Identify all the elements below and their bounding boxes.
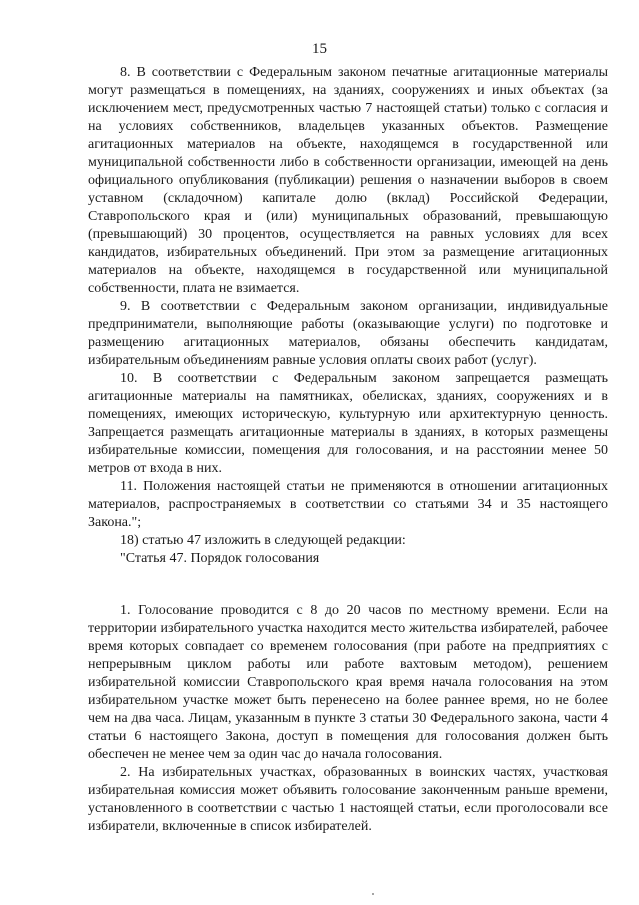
article-47-paragraph-2: 2. На избирательных участках, образованных в воинских частях, участковая избирательная комиссия может объявить голосование законченным раньше времени, установленного в соответствии с частью 1 настоящей статьи, если проголосовали все избиратели, включенные в список избирателей.	[88, 765, 608, 834]
paragraph-10: 10. В соответствии с Федеральным законом запрещается размещать агитационные материалы на памятниках, обелисках, зданиях, сооружениях и в помещениях, имеющих историческую, культурную или архитектурную ценность. Запрещается размещать агитационные материалы в зданиях, в которых размещены избирательные комиссии, помещения для голосования, и на расстоянии менее 50 метров от входа в них.	[88, 371, 608, 476]
document-body	[88, 64, 608, 836]
amendment-line: 18) статью 47 изложить в следующей редакции:	[120, 533, 406, 548]
scan-speck	[372, 893, 374, 895]
paragraph-9: 9. В соответствии с Федеральным законом организации, индивидуальные предприниматели, выполняющие работы (оказывающие услуги) по подготовке и размещению агитационных материалов, обязаны обеспечить кандидатам, избирательным объединениям равные условия оплаты своих работ (услуг).	[88, 299, 608, 368]
article-47-paragraph-1: 1. Голосование проводится с 8 до 20 часов по местному времени. Если на территории избирательного участка находится место жительства избирателей, рабочее время которых совпадает со временем голосования (при работе на предприятиях с непрерывным циклом работы или работе вахтовым методом), решением избирательной комиссии Ставропольского края время начала голосования на этом избирательном участке может быть перенесено на более раннее время, но не более чем на два часа. Лицам, указанным в пункте 3 статьи 30 Федерального закона, части 4 статьи 6 настоящего Закона, доступ в помещения для голосования должен быть обеспечен не менее чем за один час до начала голосования.	[88, 603, 608, 762]
paragraph-11: 11. Положения настоящей статьи не применяются в отношении агитационных материалов, распространяемых в соответствии со статьями 34 и 35 настоящего Закона.";	[88, 479, 608, 530]
article-heading: "Статья 47. Порядок голосования	[120, 551, 320, 566]
page-number: 15	[312, 41, 327, 57]
paragraph-8: 8. В соответствии с Федеральным законом печатные агитационные материалы могут размещаться в помещениях, на зданиях, сооружениях и иных объектах (за исключением мест, предусмотренных частью 7 настоящей статьи) только с согласия и на условиях собственников, владельцев указанных объектов. Размещение агитационных материалов на объекте, находящемся в государственной или муниципальной собственности либо в собственности организации, имеющей на день официального опубликования (публикации) решения о назначении выборов в своем уставном (складочном) капитале долю (вклад) Российской Федерации, Ставропольского края и (или) муниципальных образований, превышающую (превышающий) 30 процентов, осуществляется на равных условиях для всех кандидатов, избирательных объединений. При этом за размещение агитационных материалов на объекте, находящемся в государственной или муниципальной собственности, плата не взимается.	[88, 65, 608, 296]
blank-space	[88, 568, 608, 602]
